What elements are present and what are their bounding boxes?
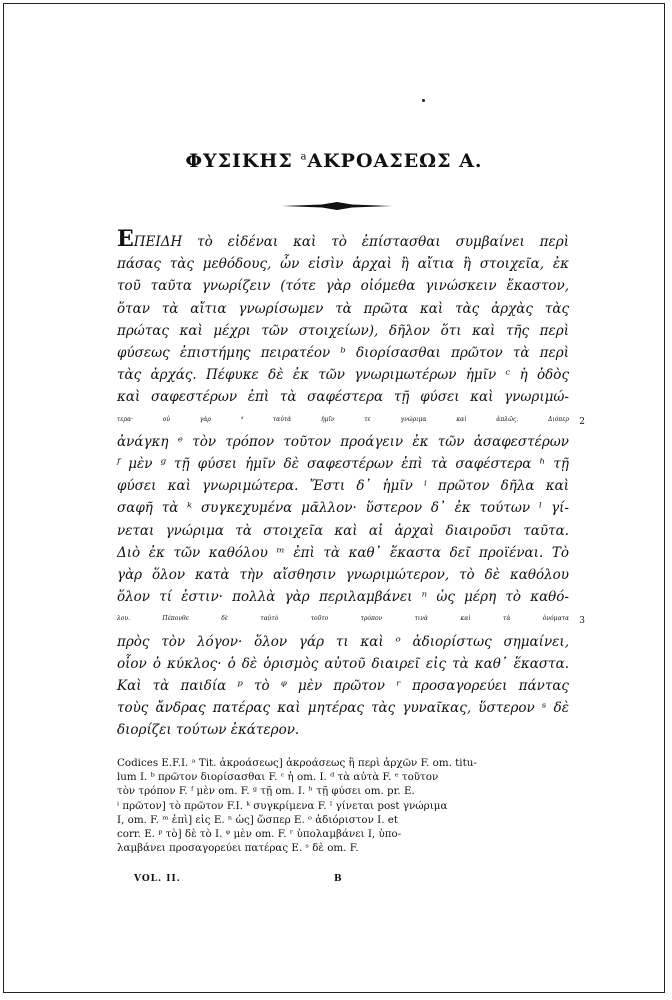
page-title	[4, 150, 664, 172]
note-line: ⁱ πρῶτον] τὸ πρῶτον F.I. ᵏ συγκρίμενα F. ˡ γίνεται post γνώριμα	[117, 799, 448, 812]
text-line: λου. Πέπονθε δὲ ταὐτὸ τοῦτο τρόπον τινὰ καὶ τὰ ὀνόματα 3	[117, 608, 569, 630]
main-text	[117, 226, 585, 742]
text-line: ἀνάγκη ᵉ τὸν τρόπον τοῦτον προάγειν ἐκ τῶν ἀσαφεστέρων	[117, 433, 569, 450]
text-line: νεται γνώριμα τὰ στοιχεῖα καὶ αἱ ἀρχαὶ διαιροῦσι ταῦτα.	[117, 522, 569, 539]
title-main: ΦΥΣΙΚΗΣ	[185, 150, 293, 172]
critical-apparatus	[117, 756, 572, 855]
title-note-marker: a	[300, 151, 308, 163]
text-line: καὶ σαφεστέρων ἐπὶ τὰ σαφέστερα τῇ φύσει καὶ γνωριμώ-	[117, 389, 569, 406]
text-line: ὅταν τὰ αἴτια γνωρίσωμεν τὰ πρῶτα καὶ τὰς ἀρχὰς τὰς	[117, 300, 569, 317]
text-line: τὰς ἀρχάς. Πέφυκε δὲ ἐκ τῶν γνωριμωτέρων ἡμῖν ᶜ ἡ ὁδὸς	[117, 367, 569, 384]
note-line: λαμβάνει προσαγορεύει πατέρας E. ˢ δὲ om. F.	[117, 842, 359, 855]
note-line: lum I. ᵇ πρῶτον διορίσασθαι F. ᶜ ἡ om. I. ᵈ τὰ αὐτὰ F. ᵉ τοῦτον	[117, 771, 439, 784]
text-line: γὰρ ὅλον κατὰ τὴν αἴσθησιν γνωριμώτερον, τὸ δὲ καθόλου	[117, 567, 569, 584]
text-line: πρὸς τὸν λόγον· ὅλον γάρ τι καὶ ᵒ ἀδιορίστως σημαίνει,	[117, 633, 569, 650]
text-line: ᶠ μὲν ᵍ τῇ φύσει ἡμῖν δὲ σαφεστέρων ἐπὶ τὰ σαφέστερα ʰ τῇ	[117, 456, 569, 473]
gathering-signature: B	[334, 874, 342, 884]
margin-section-number: 3	[579, 616, 585, 627]
ornament-rule-icon	[282, 200, 392, 212]
note-line: I, om. F. ᵐ ἐπὶ] εἰς E. ⁿ ὡς] ὥσπερ E. ᵒ ἀδιόριστον I. et	[117, 813, 399, 826]
margin-section-number: 2	[579, 416, 585, 427]
note-line: corr. E. ᵖ τὸ] δὲ τὸ I. ᵠ μὲν om. F. ʳ ὑπολαμβάνει I, ὑπο-	[117, 828, 402, 841]
volume-signature: VOL. II.	[134, 874, 181, 884]
text-line: τοὺς ἄνδρας πατέρας καὶ μητέρας τὰς γυναῖκας, ὕστερον ˢ δὲ	[117, 700, 569, 717]
text-line: σαφῆ τὰ ᵏ συγκεχυμένα μᾶλλον· ὕστερον δ᾽ ἐκ τούτων ˡ γί-	[117, 500, 569, 517]
drop-capital: Ε	[117, 226, 134, 252]
title-rest: ΑΚΡΟΑΣΕΩΣ Α.	[307, 150, 483, 172]
book-page	[3, 3, 665, 993]
ink-speck	[422, 99, 425, 102]
text-line: φύσει καὶ γνωριμώτερα. Ἔστι δ᾽ ἡμῖν ⁱ πρῶτον δῆλα καὶ	[117, 478, 569, 495]
text-line-content: ΠΕΙΔΗ τὸ εἰδέναι καὶ τὸ ἐπίστασθαι συμβαίνει περὶ	[133, 234, 569, 250]
text-line: τοῦ ταῦτα γνωρίζειν (τότε γὰρ οἰόμεθα γινώσκειν ἕκαστον,	[117, 278, 569, 295]
text-line	[117, 228, 569, 253]
text-line: Καὶ τὰ παιδία ᵖ τὸ ᵠ μὲν πρῶτον ʳ προσαγορεύει πάντας	[117, 678, 569, 695]
note-line: τὸν τρόπον F. ᶠ μὲν om. F. ᵍ τῇ om. I. ʰ τῇ φύσει om. pr. E.	[117, 785, 415, 798]
text-line: φύσεως ἐπιστήμης πειρατέον ᵇ διορίσασθαι πρῶτον τὰ περὶ	[117, 345, 569, 362]
text-line: οἷον ὁ κύκλος· ὁ δὲ ὁρισμὸς αὐτοῦ διαιρεῖ εἰς τὰ καθ᾽ ἕκαστα.	[117, 655, 569, 672]
text-line: πάσας τὰς μεθόδους, ὧν εἰσὶν ἀρχαὶ ἢ αἴτια ἢ στοιχεῖα, ἐκ	[117, 256, 569, 273]
text-line: τερα· οὐ γὰρ ᵈ ταὐτὰ ἡμῖν τε γνώριμα καὶ ἁπλῶς. Διόπερ 2	[117, 409, 569, 431]
text-line: ὅλον τί ἐστιν· πολλὰ γὰρ περιλαμβάνει ⁿ ὡς μέρη τὸ καθό-	[117, 589, 569, 606]
text-line: πρώτας καὶ μέχρι τῶν στοιχείων), δῆλον ὅτι καὶ τῆς περὶ	[117, 322, 569, 339]
note-line: Codices E.F.I. ᵃ Tit. ἀκροάσεως] ἀκροάσεως ἢ περὶ ἀρχῶν F. om. titu-	[117, 757, 477, 769]
text-line: διορίζει τούτων ἑκάτερον.	[117, 722, 300, 739]
text-line: Διὸ ἐκ τῶν καθόλου ᵐ ἐπὶ τὰ καθ᾽ ἕκαστα δεῖ προϊέναι. Τὸ	[117, 544, 569, 561]
